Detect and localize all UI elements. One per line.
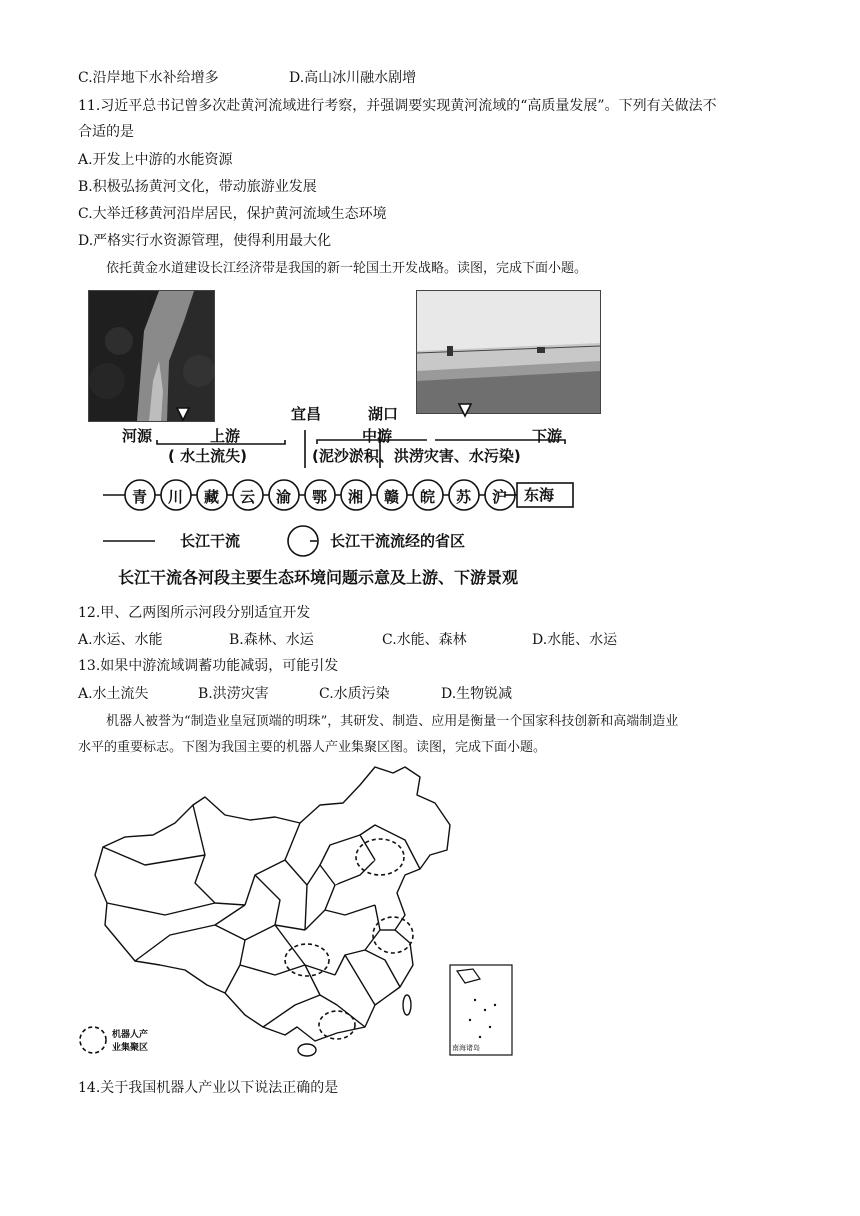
q13-option-d: D.生物锐减	[441, 686, 513, 702]
figure1-caption: 长江干流各河段主要生态环境问题示意及上游、下游景观	[118, 568, 519, 587]
q12-option-d: D.水能、水运	[532, 632, 618, 648]
q13-option-b: B.洪涝灾害	[198, 686, 269, 702]
q10-option-d: D.高山冰川融水剧增	[289, 70, 417, 86]
province-label: 湘	[348, 488, 364, 506]
q12-option-b: B.森林、水运	[229, 632, 314, 648]
segment-upper: 上游	[210, 427, 241, 445]
legend-robot-cluster-line1: 机器人产	[112, 1030, 149, 1040]
inset-south-china-sea-label: 南海诸岛	[452, 1044, 480, 1052]
segment-source: 河源	[122, 427, 153, 445]
legend-province: 长江干流流经的省区	[330, 532, 466, 550]
province-label: 赣	[384, 488, 400, 506]
province-label: 云	[240, 488, 256, 506]
china-robot-map	[75, 765, 525, 1060]
label-east-sea: 东海	[524, 486, 555, 504]
photo-label-jia: 甲	[138, 292, 152, 307]
q12-option-a: A.水运、水能	[78, 632, 163, 648]
intro-paragraph-2-line2: 水平的重要标志。下图为我国主要的机器人产业集聚区图。读图，完成下面小题。	[78, 740, 547, 755]
city-hukou: 湖口	[368, 405, 399, 423]
q12-stem: 12.甲、乙两图所示河段分别适宜开发	[78, 605, 311, 621]
legend-main-stream: 长江干流	[180, 532, 241, 550]
q11-stem-line2: 合适的是	[78, 124, 134, 140]
province-label: 鄂	[312, 488, 328, 506]
q11-option-b: B.积极弘扬黄河文化，带动旅游业发展	[78, 179, 317, 195]
province-label: 渝	[276, 488, 292, 506]
province-label: 苏	[456, 488, 472, 506]
intro-paragraph-1: 依托黄金水道建设长江经济带是我国的新一轮国土开发战略。读图，完成下面小题。	[106, 261, 588, 276]
segment-upper-issue: ( 水土流失)	[168, 447, 247, 465]
q11-stem-line1: 11.习近平总书记曾多次赴黄河流域进行考察，并强调要实现黄河流域的“高质量发展”。下列有关做法不	[78, 98, 717, 114]
q10-option-c: C.沿岸地下水补给增多	[78, 70, 219, 86]
q13-stem: 13.如果中游流域调蓄功能减弱，可能引发	[78, 658, 339, 674]
q14-stem: 14.关于我国机器人产业以下说法正确的是	[78, 1080, 339, 1096]
q11-option-a: A.开发上中游的水能资源	[78, 152, 233, 168]
q11-option-c: C.大举迁移黄河沿岸居民，保护黄河流域生态环境	[78, 206, 387, 222]
province-label: 川	[168, 488, 184, 506]
province-label: 沪	[492, 488, 508, 506]
segment-middle: 中游	[362, 427, 393, 445]
segment-middle-issue: (泥沙淤积、洪涝灾害、水污染)	[312, 447, 521, 465]
q11-option-d: D.严格实行水资源管理，使得利用最大化	[78, 233, 332, 249]
legend-robot-cluster-line2: 业集聚区	[112, 1043, 149, 1053]
province-label: 皖	[420, 488, 436, 506]
intro-paragraph-2-line1: 机器人被誉为“制造业皇冠顶端的明珠”，其研发、制造、应用是衡量一个国家科技创新和高端制造业	[106, 714, 679, 729]
q12-option-c: C.水能、森林	[382, 632, 467, 648]
province-label: 青	[132, 488, 148, 506]
city-yichang: 宜昌	[291, 405, 322, 423]
segment-lower: 下游	[532, 427, 563, 445]
q13-option-a: A.水土流失	[78, 686, 149, 702]
q13-option-c: C.水质污染	[319, 686, 390, 702]
province-label: 藏	[204, 488, 220, 506]
lower-reach-photo	[416, 290, 601, 414]
